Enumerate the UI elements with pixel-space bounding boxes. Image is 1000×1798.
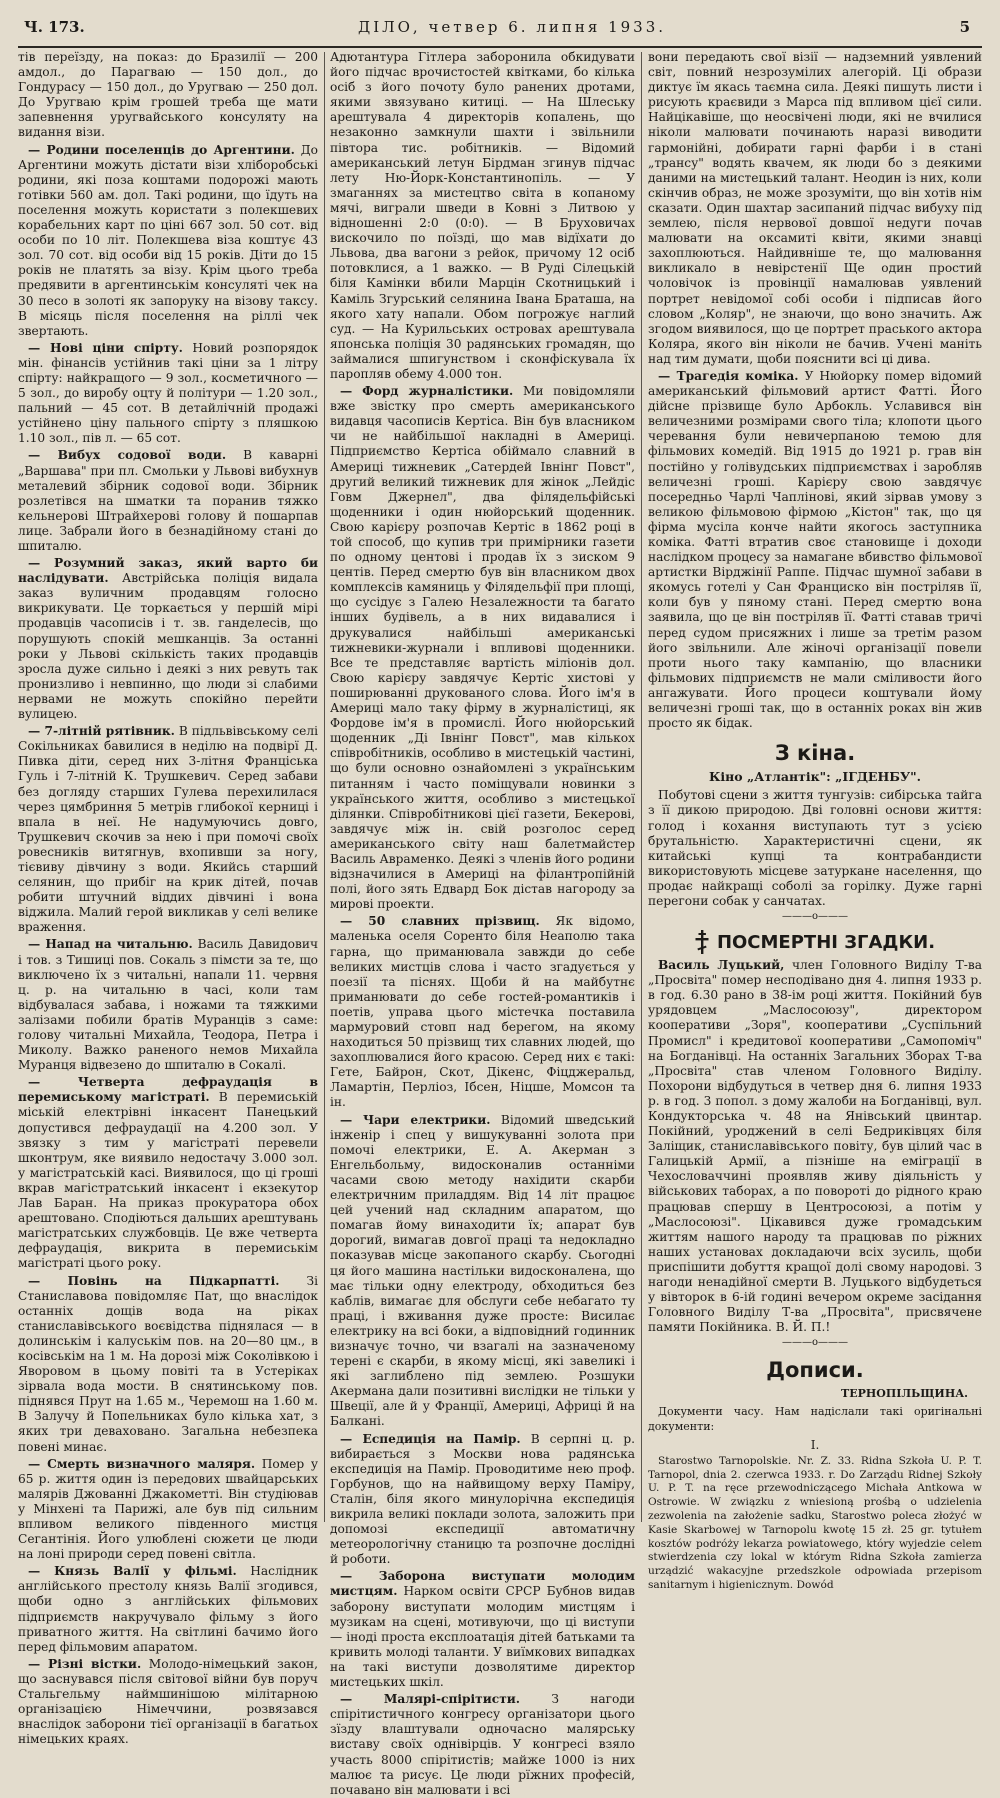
news-item-text: В серпні ц. р. вибирається з Москви нова радянська експедиція на Памір. Проводитиме нею проф. Горбунов, що на найвищому верху Паміру, Сталін, біля якого минулорічна експедиція викрила великі поклади золота, заложить при допомозі експедиції автоматичну метеорологічну станицю та розпочне дослідні й роботи.: [330, 1431, 636, 1567]
column-divider: [324, 52, 325, 1522]
news-item-title: — Різні вістки.: [28, 1656, 142, 1671]
news-item-text: У Нюйорку помер відомий американський фільмовий артист Фатті. Його дійсне прізвище було Арбокль. Уславився він величезними розмірами свого тіла; клопоти цього черевання були невичерпаною темою для фільмових комедій. Від 1915 до 1921 р. грав він постійно у голівудських підприємствах і заробляв величезні гроші. Карієру свою завдячує посередньо Чарлі Чаплінові, який зірвав умову з великою фільмовою фірмою „Кістон" так, що ця фірма мусіла конче найти якогось заступника коміка. Фатті втратив своє становище і доходи наслідком процесу за намагане вбивство фільмової артистки Вірджінії Раппе. Підчас шумної забави в якомусь готелі у Сан Франциско він постріляв її, коли був у пяному стані. Перед смертю вона заявила, що це він постріляв її. Фатті ставав тричі перед судом присяжних і лише за третім разом його звільнили. Але жіночі організації повели проти нього таку кампанію, що власники фільмових підприємств не мали сміливости його ангажувати. Його процеси коштували йому величезні гроші так, що в останніх роках він жив просто як бідак.: [648, 368, 983, 731]
news-item: [330, 1113, 635, 1430]
news-item-text: Молодо-німецький закон, що заснувався після світової війни був поруч Стальгельму наймшинішою мілітарною організацією Німеччини, розвязався внаслідок заборони тієї організації в багатьох німецьких краях.: [18, 1656, 319, 1747]
news-item-text: Ми повідомляли вже звістку про смерть американського видавця часописів Кертіса. Він був власником чи не найбільшої накладні в Америці. Підприємство Кертіса обіймало славний в Америці тижневик „Сатердей Івнінг Повст", другий великий тижневик для жінок „Лейдіс Говм Джернел", два філядельфійські щоденники і один нюйорський щоденник. Свою карієру розпочав Кертіс в 1862 році в той способ, що купив три примірники газети по одному центові і продав їх з зиском 9 центів. Перед смертю був він власником двох комплексів камяниць у Філядельфії при площі, що сусідує з Галею Незалежности та багато інших будівель, а в них видавалися і друкувалися найбільші американські тижневики-журнали і впливові щоденники. Все те представляє вартість міліонів дол. Свою карієру завдячує Кертіс хистові у поширюванні друкованого слова. Його ім'я в Америці мало таку фірму в журналістиці, як Фордове ім'я в промислі. Його нюйорський щоденник „Ді Івнінг Повст", мав кількох співробітників, особливо в мистецькій частині, що були основно ознайомлені з українським питанням і часто поміщували новинки з українського життя, особливо з мистецької ділянки. Співробітникові цієї газети, Бекерові, завдячує між ін. свій розголос серед американського світу наш балетмайстер Василь Авраменко. Деякі з членів його родини відзначилися в Америці на філантропійній полі, його зять Едвард Бок дістав нагороду за мирові проекти.: [330, 384, 636, 912]
news-item-text: В перемиській міській електрівні інкасент Панецький допустився дефраудації на 4.200 зол. У звязку з тим у магістраті перевели шконтрум, яке виявило недостачу 3.000 зол. у магістратській касі. Виявилося, що ці гроші вкрав магістратський інкасент і екзекутор Лав Баран. На приказ прокуратора обох арештовано. Сподіються дальших арештувань магістратських службовців. Це вже четверта дефраудація, викрита в перемиськім магістраті цього року.: [18, 1090, 318, 1271]
article-text: тів переїзду, на показ: до Бразилії — 200 амдол., до Парагваю — 150 дол., до Гондурасу — 150 дол., до Уругваю — 250 дол. До Уругваю крім грошей треба ще мати запевнення уругвайського консуляту на видання візи.: [18, 50, 318, 140]
column-divider: [641, 52, 642, 1522]
news-item-title: — Малярі-спірітисти.: [340, 1692, 521, 1707]
news-item-text: Зі Станиславова повідомляє Пат, що внаслідок останніх дощів вода на ріках станиславівського воєвідства піднялася — в долинськім і калуськім пов. на 20—80 цм., в косівськім на 1 м. На дорозі між Соколівкою і Яворовом в цьому повіті та в Устеріках зірвала вода мости. В снятинському пов. піднявся Прут на 1.65 м., Черемош на 1.60 м. В Залучу й Попельниках було кілька хат, з яких три деваховано. Загальна небезпека повені минає.: [18, 1273, 318, 1454]
news-item-title: — Напад на читальню.: [28, 937, 193, 952]
article-text: Адютантура Гітлера заборонила обкидувати його підчас врочистостей квітками, бо кілька осіб з його почоту було ранених дротами, якими звязувано китиці. — На Шлеську арештувала 4 директорів копалень, що незаконно замкнули шахти і звільнили півтора тис. робітників. — Відомий американський летун Бірдман згинув підчас лету Ню-Йорк-Константинопіль. — У змаганнях за мистецтво світа в копаному мячі, виграли шведи в Ковні з Литвою у відношенні 2:0 (0:0). — В Бруховичах вискочило по поїзді, що мав відїхати до Львова, два вагони з рейок, причому 12 осіб потовклися, а 1 важко. — В Руді Сілецькій біля Камінки вбили Марцін Скотницький і Каміль Згурський селянина Івана Браташа, на якого хату напали. Обом погрожує наглий суд. — На Курильських островах арештувала японська поліція 30 радянських громадян, що займалися шпигунством і сконфіскувала їх паропляв обему 4.000 тон.: [330, 50, 635, 381]
news-item-text: Як відомо, маленька оселя Соренто біля Неаполю така гарна, що приманювала завжди до себе великих мистців слова і часто згадується у поезії та піснях. Щоби й на майбутнє приманювати до себе гостей-романтиків і поетів, управа цього містечка поставила мармуровий стовп над берегом, на якому находиться 50 прізвищ тих славних людей, що захоплювалися його красою. Серед них є такі: Гете, Байрон, Скот, Дікенс, Фіцджеральд, Ламартін, Перліоз, Ібсен, Ніцше, Момсон та ін.: [330, 914, 635, 1110]
news-item: [18, 556, 318, 722]
letters-intro: Документи часу. Нам надіслали такі оригінальні документи:: [648, 1404, 982, 1433]
news-item-title: — Четверта дефраудація в перемиському магістраті.: [18, 1075, 318, 1105]
news-item-text: Наслідник англійського престолу князь Валії згодився, щоби одно з англійських фільмових підприємств накручувало фільму з його приватного життя. На світлині бачимо його перед фільмовим апаратом.: [18, 1564, 318, 1654]
obituary: [648, 958, 982, 1335]
news-item-text: Помер у 65 р. життя один із передових швайцарських малярів Джованні Джакометті. Він студіював у Мінхені та Парижі, але був під сильним впливом великого південного мистця Сегантінія. Його улюблені сюжети це люди на лоні природи серед повені світла.: [18, 1456, 318, 1562]
orthodox-cross-icon: [695, 930, 709, 954]
obituaries-heading: [648, 930, 982, 954]
news-item-text: З нагоди спірітистичного конгресу організатори цього зїзду влаштували одночасно малярську виставу своїх однівірців. У конгресі взяло участь 8000 спірітистів; майже 1000 із них малює та рисує. Це люди рїжних професій, почавано він малювати і всі: [330, 1692, 635, 1797]
column-3: [648, 50, 983, 1591]
news-item-title: — Еспедиція на Памір.: [340, 1431, 521, 1446]
news-item-text: В каварні „Варшава" при пл. Смольки у Львові вибухнув металевий збірник содової води. Збірник розлетівся на шматки та поранив тяжко кельнерові Штрайхерові голову й пошарпав лице. Забрали його в безнадійному стані до шпиталю.: [18, 448, 318, 553]
news-item-title: — Повінь на Підкарпатті.: [28, 1273, 280, 1288]
page-number-right: 5: [959, 18, 970, 36]
news-item-title: — Вибух содової води.: [28, 448, 227, 463]
obituary-name: Василь Луцький,: [658, 958, 785, 973]
obituaries-heading-text: ПОСМЕРТНІ ЗГАДКИ.: [716, 931, 936, 953]
news-item-title: — Родини поселенців до Аргентини.: [28, 142, 295, 157]
news-item: [18, 143, 318, 339]
page-header: [18, 8, 982, 48]
news-item: [18, 1075, 318, 1271]
separator-ornament: ———o———: [781, 911, 849, 923]
news-item: [18, 1564, 318, 1655]
news-item-text: Василь Давидович і тов. з Тишиці пов. Сокаль з пімсти за те, що виключено їх з читальні, напали 11. червня ц. р. на читальню в часі, коли там відбувалася забава, і ножами та тяжкими залізами побили братів Муранців з саме: голову читальні Михайла, Теодора, Петра і Миколу. Важко раненого немов Михайла Муранця відвезено до шпиталю в Сокалі.: [18, 937, 318, 1073]
cinema-review-text: Побутові сцени з життя тунгузів: сибірська тайга з її дикою природою. Дві головні основи життя: голод і кохання виступають тут з усією брутальністю. Характеристичні сцени, як китайські купці та контрабандисти використовують місцеве затуркане населення, що продає найкращі соболі за горілку. Дуже гарні перегони собак у санчатах.: [648, 788, 982, 908]
news-item: [330, 914, 635, 1110]
news-item-text: Новий розпорядок мін. фінансів устійнив такі ціни за 1 літру спірту: найкращого — 9 зол., косметичного — 5 зол., до виробу оцту й політури — 1.20 зол., пальний — 45 сот. В детайлічній продажі устійнено ціну пального спірту з пляшкою 1.10 зол., пів л. — 65 сот.: [18, 340, 318, 446]
news-item: [18, 1657, 318, 1748]
section-heading-letters: Дописи.: [766, 1358, 864, 1383]
article-text: вони передають свої візії — надземний уявлений світ, повний незрозумілих алегорій. Ці образи диктує їм якась таємна сила. Деякі пишуть листи і рисують краєвиди з Марса під впливом цієї сили. Найцікавіше, що неосвічені люди, які не вчилися ніколи малювати починають наразі виводити гармонійні, добирати гарні фарби і в стані „трансу" водять квачем, як люди бо з деякими даними на мистецький талант. Неодин із них, коли скінчив образ, не може зрозуміти, що він хотів нім сказати. Один шахтар засипаний підчас вибуху під землею, після нервової довшої недуги почав малювати на оксамиті квіти, якими знавці захоплюються. Найдивніше те, що малювання викликало в невірстенії Ще один простий чоловічок із провінції намалював уявлений портрет невідомої собі особи і підписав його словом „Коляр", не знаючи, що воно значить. Аж згодом виявилося, що це портрет праського актора Коляра, якого він ніколи не бачив. Учені маніть над тим думати, щоби пояснити всі ці дива.: [648, 50, 982, 366]
news-item-title: — Заборона виступати молодим мистцям.: [330, 1569, 635, 1599]
news-item: [18, 1274, 318, 1455]
news-item-title: — 50 славних прізвищ.: [340, 914, 540, 929]
obituary-text: член Головного Виділу Т-ва „Просвіта" помер несподівано дня 4. липня 1933 р. в год. 6.30 рано в 38-ім році життя. Покійний був урядовцем „Маслосоюзу", директором кооперативи „Зоря", кооперативи „Суспільний Промисл" і кредитової кооперативи „Самопоміч" на Богданівці. На останніх Загальних Зборах Т-ва „Просвіта" став членом Головного Виділу. Похорони відбудуться в четвер дня 6. липня 1933 р. в год. 3 попол. з дому жалоби на Богданівці, вул. Кондукторська ч. 48 на Янівський цвинтар. Покійний, уроджений в селі Бедриківцях біля Заліщик, станиславівського повіту, був цілий час в Галицькій Армії, а пізніше на еміграції в Чехословаччині проявляв живу діяльність у військових таборах, а по повороті до рідного краю працював спершу в Центросоюзі, а потім у „Маслосоюзі". Цікавився дуже громадським життям нашого народу та працював по ріжних наших установах докладаючи всіх зусиль, щоби приспішити добуття кращої долі свому народові. З нагоди ненадійної смерти В. Луцького відбудеться у вівторок в 6-ій годині вечером окреме засідання Головного Виділу Т-ва „Просвіта", присвячене памяти Покійника. В. Й. П.!: [648, 958, 983, 1335]
news-item: [18, 724, 318, 935]
news-item-title: — Князь Валії у фільмі.: [28, 1564, 237, 1579]
news-item: [330, 384, 635, 912]
news-item-text: В підльвівському селі Сокільниках бавилися в неділю на подвірї Д. Пивка діти, серед них 3-літня Франціська Гуль і 7-літній К. Трушкевич. Серед забави без догляду старших Гулева перехилилася через цямбриння 5 метрів глибокої керниці і впала в неї. Не надумуючись довго, Трушкевич скочив за нею і при помочі своїх ровесників витягнув, вхопивши за ногу, тієвиву дівчину з води. Якийсь старший селянин, що прибіг на крик дітей, почав робити штучний віддих дівчині і вона віджила. Малий герой викликав у селі велике враження.: [18, 724, 318, 935]
news-item: [330, 1692, 635, 1798]
news-item-title: — 7-літній рятівник.: [28, 724, 175, 739]
news-item: [330, 1432, 635, 1568]
document-number: I.: [810, 1437, 820, 1452]
news-item-text: Австрійська поліція видала заказ вуличним продавцям голосно викрикувати. Це торкається у першій мірі продавців часописів і т. зв. ганделесів, що порушують спокій мешканців. За останні роки у Львові скількість таких продавців зросла дуже сильно і деякі з них ревуть так пронизливо і невпинно, що люди зі слабими нервами не можуть спокійно перейти вулицею.: [18, 571, 318, 722]
document-text: Starostwo Tarnopolskie. Nr. Z. 33. Ridna Szkoła U. P. T. Tarnopol, dnia 2. czerwca 1933. r. Do Zarządu Ridnej Szkoły U. P. T. na ręce przewodniczącego Michała Antkowa w Ostrowie. W związku z wniesioną prośbą o udzielenia zezwolenia na założenie sadku, Starostwo poleca złożyć w Kasie Skarbowej w Tarnopolu kwotę 15 zł. 25 gr. tytułem kosztów podróży lekarza powiatowego, który wyjedzie celem stwierdzenia czy lokal w którym Ridna Szkoła zamierza urządzić wakacyjne przedszkole odpowiada przepisom sanitarnym i higienicznym. Dowód: [648, 1454, 982, 1591]
news-item: [330, 1569, 635, 1690]
news-item-text: Відомий шведський інженір і спец у вишукуванні золота при помочі електрики, Е. А. Акерман з Енгельбольму, видосконалив останніми часами свою методу нахідити скарби електричним приладдям. Від 14 літ працює цей учений над складним апаратом, що помагав йому винаходити їх; апарат був дорогий, вимагав довгої праці та недокладно показував місце закопаного скарбу. Сьогодні ця його машина настільки видосконалена, що має тільки одну електроду, обходиться без каблів, вимагає для обслуги себе небагато ту праці, і вживання дуже просте: Висилає електрику на всі боки, а відповідний годинник визначує точно, чи взагалі на зазначеному терені є скарби, в якому місці, які завеликі і які заглиблено під землею. Розшуки Акермана дали позитивні вислідки не тільки у Швеції, але й у Франції, Америці, Африці й на Балкані.: [330, 1112, 636, 1429]
news-item-title: — Форд журналістики.: [340, 384, 514, 399]
news-item: [648, 369, 982, 731]
news-item-text: Нарком освіти СРСР Бубнов видав заборону виступати молодим мистцям і музикам на сцені, мотивуючи, що ці виступи — іноді проста експлоатація дітей батьками та кривить молоді таланти. У виїмкових випадках на такі виступи дозволятиме директор мистецьких шкіл.: [330, 1584, 636, 1690]
news-item-title: — Смерть визначного маляря.: [28, 1456, 256, 1471]
news-item-title: — Нові ціни спірту.: [28, 340, 183, 355]
news-item-text: До Аргентини можуть дістати візи хліборобські родини, які поза коштами подорожі мають готівки 560 ам. дол. Такі родини, що їдуть на поселення можуть користати з полекшевих корабельних карт по ціні 667 зол. 50 сот. від особи по 10 літ. Полекшева віза коштує 43 зол. 70 сот. від особи від 15 років. Діти до 15 років не платять за візу. Крім цього треба предявити в аргентинськім консуляті чек на 30 песо в золоті як запоруку на візову таксу. В місяць після поселення на ріллі чек звертають.: [18, 142, 318, 338]
cinema-subtitle: Кіно „Атлантік": „ІГДЕНБУ".: [709, 769, 921, 785]
news-item: [18, 448, 318, 554]
column-1: [18, 50, 319, 1747]
news-item-title: — Трагедія коміка.: [658, 368, 799, 383]
masthead: ДІЛО, четвер 6. липня 1933.: [358, 18, 667, 36]
letters-region: ТЕРНОПІЛЬЩИНА.: [841, 1387, 968, 1401]
news-item: [18, 1457, 318, 1563]
separator-ornament: ———o———: [781, 1337, 849, 1349]
news-item-title: — Розумний заказ, який варто би наслідувати.: [18, 556, 318, 586]
news-item-title: — Чари електрики.: [340, 1112, 491, 1127]
page-number-left: Ч. 173.: [24, 18, 85, 36]
news-item: [18, 341, 318, 447]
column-2: [330, 50, 636, 1797]
news-item: [18, 937, 318, 1073]
section-heading-cinema: З кіна.: [774, 741, 856, 766]
